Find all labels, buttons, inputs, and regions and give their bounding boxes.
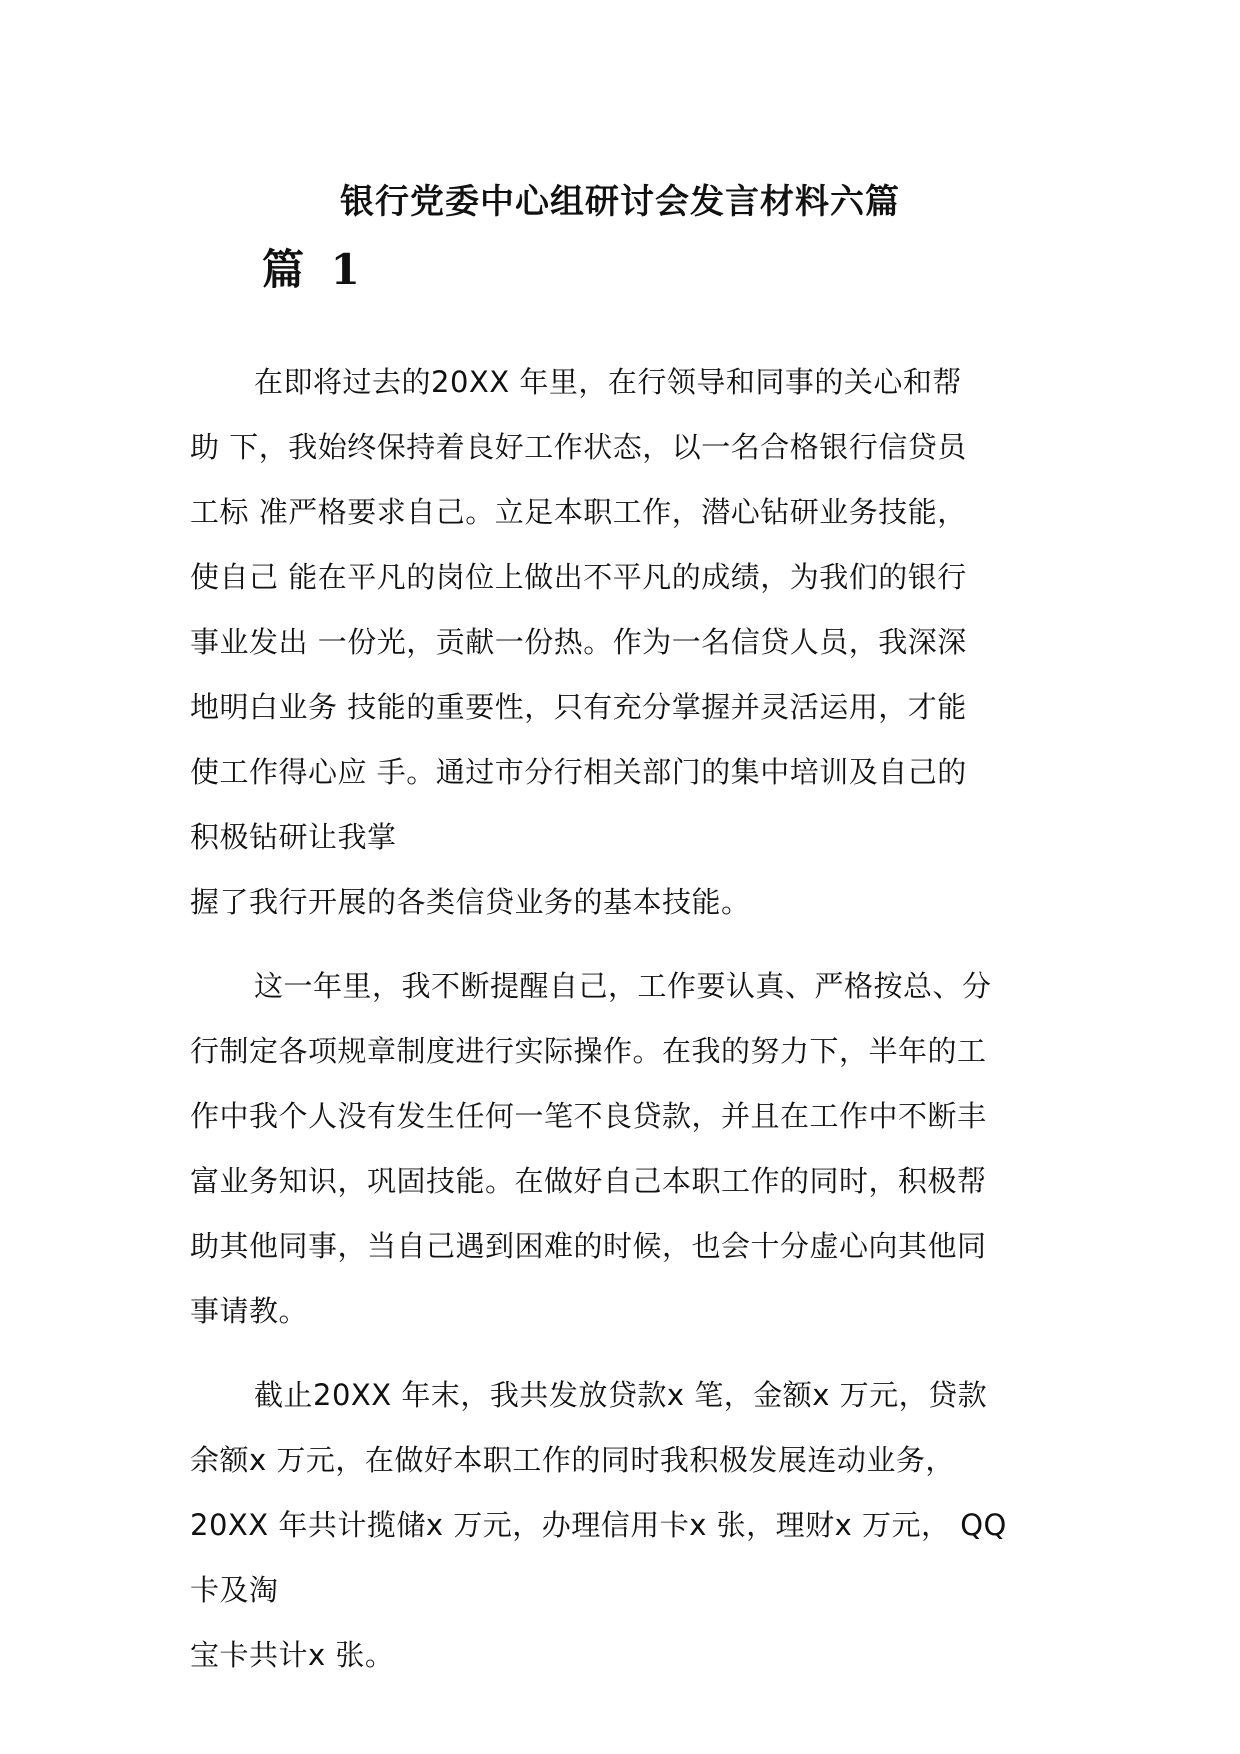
- paragraph-line: 事业发出 一份光，贡献一份热。作为一名信贷人员，我深深: [190, 625, 967, 659]
- paragraph-line: 这一年里，我不断提醒自己，工作要认真、严格按总、分: [254, 969, 992, 1003]
- section-heading: 篇 1: [262, 245, 366, 294]
- paragraph-line: 截止20XX 年末，我共发放贷款x 笔，金额x 万元，贷款: [254, 1378, 988, 1412]
- paragraph-line: 作中我个人没有发生任何一笔不良贷款，并且在工作中不断丰: [190, 1099, 987, 1133]
- paragraph-line: 地明白业务 技能的重要性，只有充分掌握并灵活运用，才能: [190, 690, 967, 724]
- paragraph-line: 工标 准严格要求自己。立足本职工作，潜心钻研业务技能，: [190, 495, 967, 529]
- paragraph-line: 宝卡共计x 张。: [190, 1638, 395, 1672]
- paragraph-line: 积极钻研让我掌: [190, 820, 397, 854]
- paragraph-line: 使自己 能在平凡的岗位上做出不平凡的成绩，为我们的银行: [190, 560, 967, 594]
- paragraph-line: 余额x 万元，在做好本职工作的同时我积极发展连动业务，: [190, 1443, 955, 1477]
- paragraph-line: 20XX 年共计揽储x 万元，办理信用卡x 张，理财x 万元， QQ: [190, 1508, 1007, 1542]
- paragraph-line: 事请教。: [190, 1294, 309, 1328]
- paragraph-line: 握了我行开展的各类信贷业务的基本技能。: [190, 885, 751, 919]
- paragraph-line: 在即将过去的20XX 年里，在行领导和同事的关心和帮: [254, 365, 962, 399]
- paragraph-line: 卡及淘: [190, 1573, 279, 1607]
- document-title: 银行党委中心组研讨会发言材料六篇: [340, 182, 900, 222]
- paragraph-line: 助 下，我始终保持着良好工作状态，以一名合格银行信贷员: [190, 430, 967, 464]
- paragraph-line: 富业务知识，巩固技能。在做好自己本职工作的同时，积极帮: [190, 1164, 987, 1198]
- paragraph-line: 使工作得心应 手。通过市分行相关部门的集中培训及自己的: [190, 755, 967, 789]
- paragraph-line: 行制定各项规章制度进行实际操作。在我的努力下，半年的工: [190, 1034, 987, 1068]
- paragraph-line: 助其他同事，当自己遇到困难的时候，也会十分虚心向其他同: [190, 1229, 987, 1263]
